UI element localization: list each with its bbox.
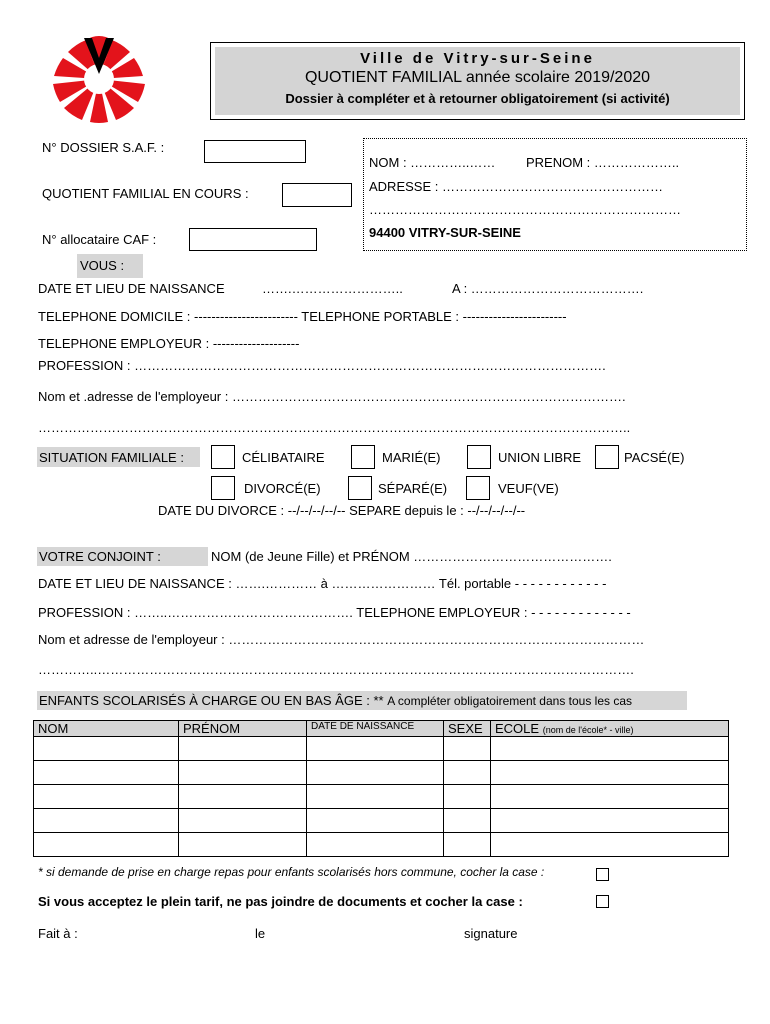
col-nom: NOM xyxy=(34,721,179,737)
table-row[interactable] xyxy=(34,761,729,785)
plein-tarif-note: Si vous acceptez le plein tarif, ne pas joindre de documents et cocher la case : xyxy=(38,894,523,909)
vous-heading: VOUS : xyxy=(80,258,125,273)
conjoint-nom-line[interactable]: NOM (de Jeune Fille) et PRÉNOM ………………………………………. xyxy=(211,549,612,564)
enfants-table xyxy=(33,720,729,857)
dossier-label: N° DOSSIER S.A.F. : xyxy=(42,140,165,155)
table-row[interactable] xyxy=(34,833,729,857)
situation-label: SITUATION FAMILIALE : xyxy=(39,450,184,465)
caf-label: N° allocataire CAF : xyxy=(42,232,157,247)
caf-field[interactable] xyxy=(189,228,317,251)
table-header-row xyxy=(34,721,729,737)
date-label: le xyxy=(255,926,266,941)
pacse-label: PACSÉ(E) xyxy=(624,450,685,465)
form-subtitle: Dossier à compléter et à retourner obligatoirement (si activité) xyxy=(285,91,670,106)
adresse-line2[interactable]: ……………………………………………………………… xyxy=(369,202,681,217)
address-box xyxy=(363,138,747,251)
profession-line[interactable]: PROFESSION : ………………………………………………………………………………………………. xyxy=(38,358,606,373)
telephone-employeur[interactable]: TELEPHONE EMPLOYEUR : -------------------- xyxy=(38,336,300,351)
col-date: DATE DE NAISSANCE xyxy=(307,721,444,737)
table-row[interactable] xyxy=(34,785,729,809)
repas-checkbox[interactable] xyxy=(596,868,609,881)
conjoint-employeur-line2[interactable]: …………..……………………………………………………………………………………………………………. xyxy=(38,662,634,677)
enfants-heading-text: ENFANTS SCOLARISÉS À CHARGE OU EN BAS ÂGE : ** xyxy=(39,693,384,708)
table-row[interactable] xyxy=(34,737,729,761)
naissance-label: DATE ET LIEU DE NAISSANCE xyxy=(38,281,225,296)
col-ecole-note: (nom de l'école* - ville) xyxy=(542,725,634,735)
adresse-field[interactable]: ADRESSE : …………………………………………… xyxy=(369,179,663,194)
employeur-line[interactable]: Nom et .adresse de l'employeur : ………………………………………………………………………………. xyxy=(38,389,626,404)
divorce-label: DIVORCÉ(E) xyxy=(244,481,321,496)
col-prenom: PRÉNOM xyxy=(179,721,307,737)
pacse-checkbox[interactable] xyxy=(595,445,619,469)
plein-tarif-checkbox[interactable] xyxy=(596,895,609,908)
signature-label: signature xyxy=(464,926,518,941)
veuf-checkbox[interactable] xyxy=(466,476,490,500)
lieu-field[interactable]: A : …………………………………. xyxy=(452,281,644,296)
city-title: Ville de Vitry-sur-Seine xyxy=(360,50,595,67)
employeur-line2[interactable]: ……………………………………………………………………………………………………………………….. xyxy=(38,420,631,435)
conjoint-naissance-line[interactable]: DATE ET LIEU DE NAISSANCE : …….………… à …………………… Tél. portable - - - - - - - - - - - - xyxy=(38,576,607,591)
veuf-label: VEUF(VE) xyxy=(498,481,559,496)
form-title: QUOTIENT FAMILIAL année scolaire 2019/2020 xyxy=(304,69,651,86)
table-row[interactable] xyxy=(34,809,729,833)
enfants-heading xyxy=(39,693,632,708)
col-sexe: SEXE xyxy=(444,721,491,737)
divorce-dates[interactable]: DATE DU DIVORCE : --/--/--/--/-- SEPARE depuis le : --/--/--/--/-- xyxy=(158,503,526,518)
marie-label: MARIÉ(E) xyxy=(382,450,441,465)
header-box xyxy=(210,42,745,120)
conjoint-profession-line[interactable]: PROFESSION : ……..……………………………………. TELEPHONE EMPLOYEUR : - - - - - - - - - - - - - xyxy=(38,605,631,620)
enfants-note: A compléter obligatoirement dans tous les cas xyxy=(387,694,633,708)
celibataire-label: CÉLIBATAIRE xyxy=(242,450,325,465)
divorce-checkbox[interactable] xyxy=(211,476,235,500)
telephone-line[interactable]: TELEPHONE DOMICILE : ------------------------ TELEPHONE PORTABLE : ------------------------ xyxy=(38,309,567,324)
col-ecole xyxy=(491,721,729,737)
col-ecole-label: ECOLE xyxy=(495,721,540,736)
qf-field[interactable] xyxy=(282,183,352,207)
naissance-field[interactable]: …….…………………….. xyxy=(262,281,403,296)
repas-note: * si demande de prise en charge repas pour enfants scolarisés hors commune, cocher la case : xyxy=(38,865,545,879)
vitry-logo-icon xyxy=(48,34,150,124)
marie-checkbox[interactable] xyxy=(351,445,375,469)
qf-label: QUOTIENT FAMILIAL EN COURS : xyxy=(42,186,249,201)
fait-a-label: Fait à : xyxy=(38,926,78,941)
conjoint-employeur-line[interactable]: Nom et adresse de l'employeur : …………………………………………………………………………………… xyxy=(38,632,645,647)
union-libre-label: UNION LIBRE xyxy=(498,450,582,465)
dossier-field[interactable] xyxy=(204,140,306,163)
city-address: 94400 VITRY-SUR-SEINE xyxy=(369,225,521,240)
conjoint-heading: VOTRE CONJOINT : xyxy=(39,549,161,564)
separe-checkbox[interactable] xyxy=(348,476,372,500)
nom-field[interactable]: NOM : …………..…… xyxy=(369,155,496,170)
union-libre-checkbox[interactable] xyxy=(467,445,491,469)
prenom-field[interactable]: PRENOM : ……………….. xyxy=(526,155,680,170)
separe-label: SÉPARÉ(E) xyxy=(378,481,448,496)
celibataire-checkbox[interactable] xyxy=(211,445,235,469)
